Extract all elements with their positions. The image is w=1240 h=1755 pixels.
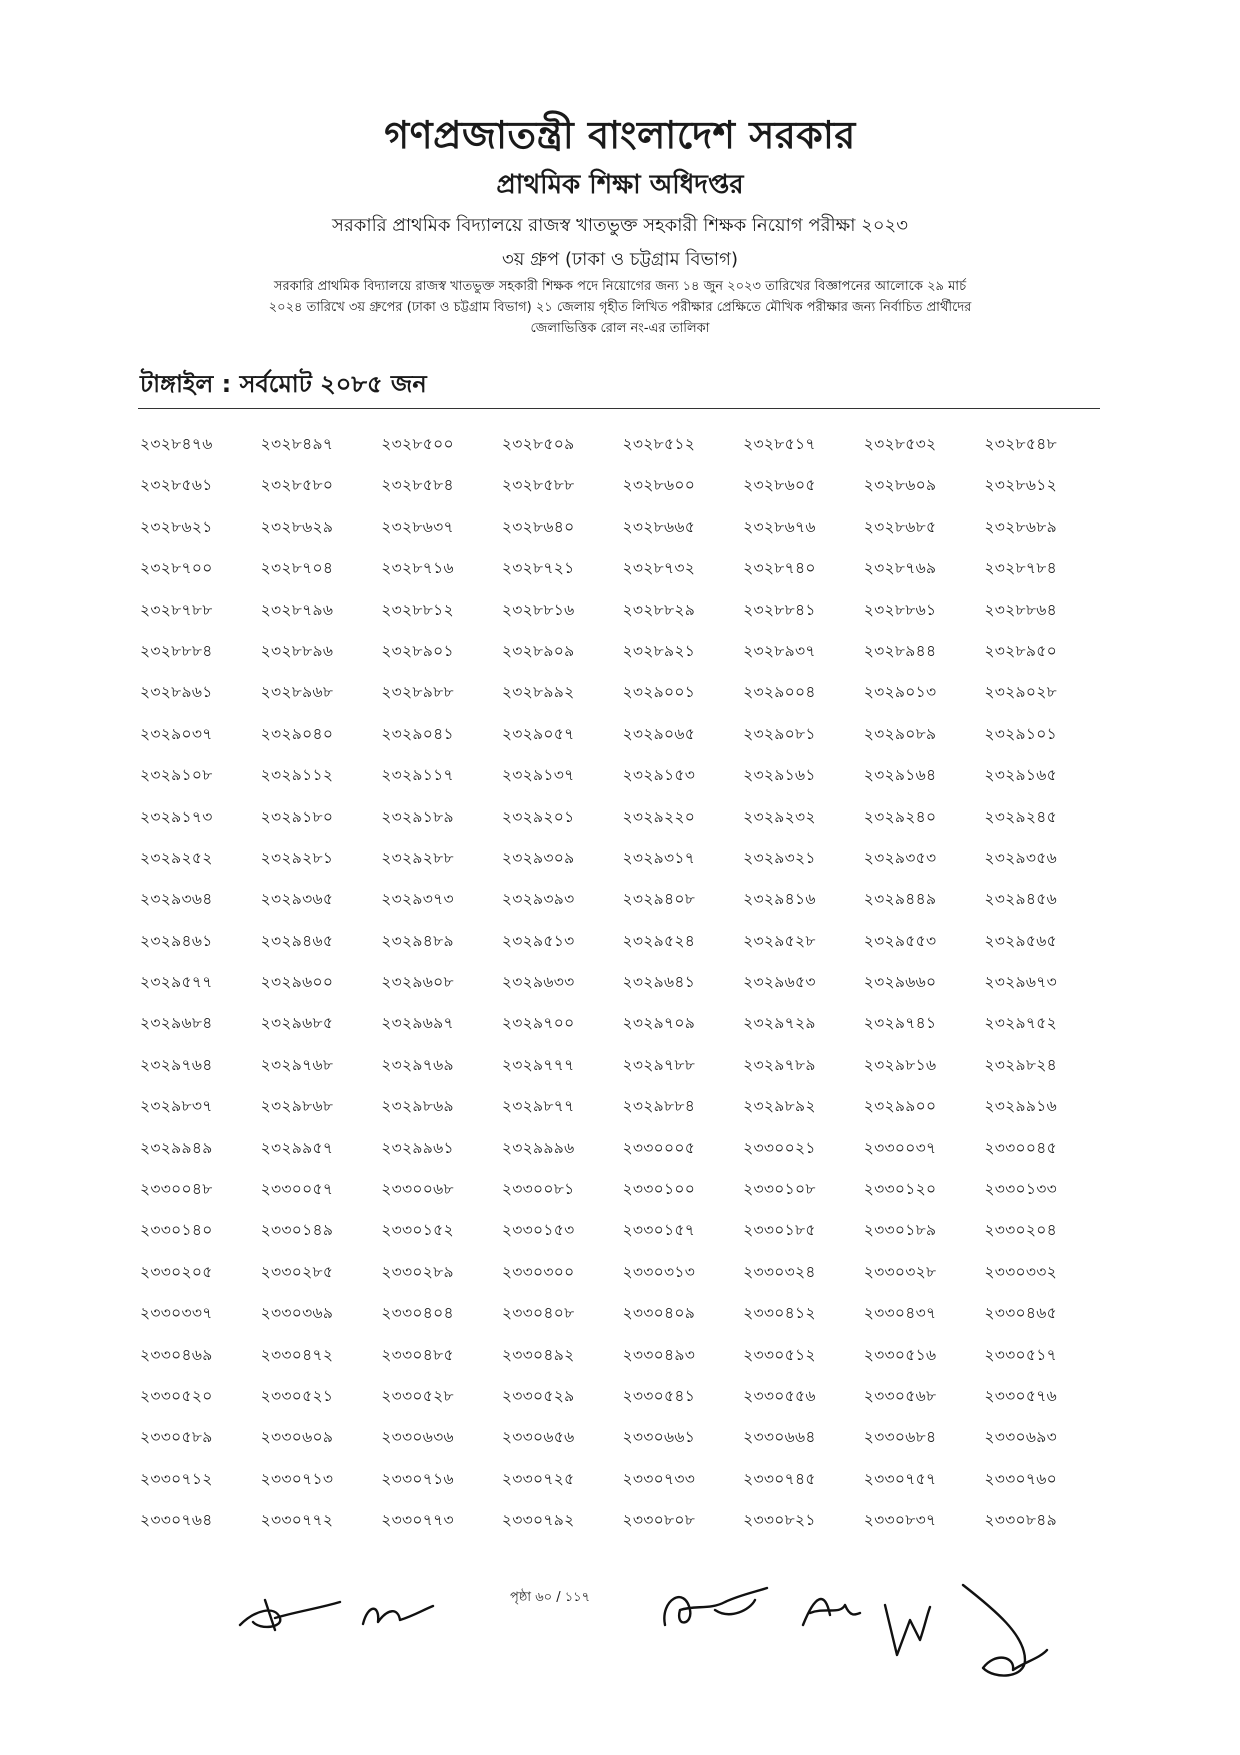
roll-number: ২৩২৯৬৮৫ <box>260 1014 334 1033</box>
divider <box>138 408 1100 409</box>
roll-number: ২৩২৯৬৫৩ <box>743 973 816 992</box>
roll-number: ২৩৩০০৫৭ <box>260 1180 334 1199</box>
roll-number: ২৩৩০০৪৮ <box>140 1180 213 1199</box>
roll-number: ২৩৩০০৬৮ <box>381 1180 454 1199</box>
roll-number: ২৩২৯৯৬১ <box>381 1138 454 1157</box>
roll-number: ২৩২৯৪৫৬ <box>984 890 1057 909</box>
roll-number: ২৩২৯৬৯৭ <box>381 1014 454 1033</box>
roll-number: ২৩২৮৭৮৮ <box>140 600 213 619</box>
roll-number: ২৩২৯৫২৮ <box>743 931 816 950</box>
roll-number: ২৩৩০১৫২ <box>381 1221 454 1240</box>
roll-number: ২৩২৯২৩২ <box>743 807 816 826</box>
roll-number: ২৩৩০১২০ <box>863 1180 937 1199</box>
roll-number: ২৩২৯১১৭ <box>381 766 454 785</box>
roll-number: ২৩২৮৬০৫ <box>743 476 816 495</box>
roll-number: ২৩২৮৬৭৬ <box>743 517 816 536</box>
roll-number: ২৩৩০১০০ <box>622 1180 696 1199</box>
roll-number: ২৩৩০৮০৮ <box>622 1511 696 1530</box>
roll-number: ২৩২৯৪০৮ <box>622 890 696 909</box>
roll-number: ২৩২৯৪৮৯ <box>381 931 454 950</box>
roll-number: ২৩২৯৪১৬ <box>743 890 816 909</box>
roll-number: ২৩২৯২৫২ <box>140 848 213 867</box>
roll-number: ২৩২৯৫২৪ <box>622 931 696 950</box>
roll-number: ২৩৩০৬০৯ <box>260 1428 334 1447</box>
roll-number: ২৩৩০৭৭২ <box>260 1511 334 1530</box>
roll-number: ২৩২৮৫০৯ <box>501 435 575 453</box>
roll-number: ২৩২৮৯৬৮ <box>260 683 334 702</box>
roll-number: ২৩৩০৬৬৪ <box>743 1428 816 1447</box>
roll-number: ২৩৩০৮৩৭ <box>863 1511 937 1530</box>
roll-number: ২৩৩০৩০০ <box>501 1262 575 1281</box>
roll-number: ২৩২৮৫৮০ <box>260 476 334 495</box>
roll-number: ২৩২৯০৪০ <box>260 724 334 743</box>
roll-number: ২৩৩০৪৯২ <box>501 1345 575 1364</box>
roll-number: ২৩২৮৫১২ <box>622 435 696 453</box>
roll-number: ২৩৩০১৫৭ <box>622 1221 696 1240</box>
roll-number: ২৩৩০৭৭৩ <box>381 1511 454 1530</box>
roll-number: ২৩৩০০৪৫ <box>984 1138 1057 1157</box>
roll-number: ২৩৩০১৫৩ <box>501 1221 575 1240</box>
roll-number: ২৩৩০৪৮৫ <box>381 1345 454 1364</box>
roll-number: ২৩৩০৪৭২ <box>260 1345 334 1364</box>
roll-number: ২৩২৯৭৫২ <box>984 1014 1057 1033</box>
roll-number: ২৩৩০৫২০ <box>140 1386 213 1405</box>
roll-number: ২৩২৯০৬৫ <box>622 724 696 743</box>
roll-number: ২৩২৮৭০৪ <box>260 559 334 578</box>
roll-number: ২৩২৯৭০৯ <box>622 1014 696 1033</box>
roll-number: ২৩২৯৩২১ <box>743 848 816 867</box>
description <box>120 276 1120 339</box>
roll-number: ২৩৩০৫৫৬ <box>743 1386 816 1405</box>
signature-1 <box>235 1590 345 1640</box>
roll-number: ২৩২৮৫৮৮ <box>501 476 575 495</box>
roll-number: ২৩২৯০৮৯ <box>863 724 937 743</box>
roll-number: ২৩২৮৬৩৭ <box>381 517 454 536</box>
roll-number: ২৩২৯৩৬৫ <box>260 890 334 909</box>
roll-number: ২৩২৯৮৭৭ <box>501 1097 575 1116</box>
roll-number: ২৩২৮৭৩২ <box>622 559 696 578</box>
roll-number: ২৩৩০৭৫৭ <box>863 1469 937 1488</box>
description-line-3: জেলাভিত্তিক রোল নং-এর তালিকা <box>530 321 710 336</box>
roll-number: ২৩৩০৪০৮ <box>501 1304 575 1323</box>
roll-number: ২৩৩০৩৩২ <box>984 1262 1058 1281</box>
roll-number: ২৩৩০৫৮৯ <box>140 1428 213 1447</box>
roll-number: ২৩৩০৪০৯ <box>622 1304 696 1323</box>
roll-number: ২৩২৯২২০ <box>622 807 696 826</box>
roll-number: ২৩২৯৭০০ <box>501 1014 575 1033</box>
roll-number: ২৩২৯৮৩৭ <box>140 1097 213 1116</box>
roll-number: ২৩৩০৭৪৫ <box>743 1469 816 1488</box>
roll-number: ২৩২৯১৮০ <box>260 807 334 826</box>
roll-number: ২৩২৯১৬৪ <box>863 766 937 785</box>
roll-number: ২৩২৯৮১৬ <box>863 1055 937 1074</box>
signature-4 <box>795 1585 865 1635</box>
roll-number: ২৩৩০০২১ <box>743 1138 816 1157</box>
roll-number-table <box>140 432 1105 1550</box>
roll-number: ২৩২৮৯০১ <box>381 641 454 660</box>
roll-number: ২৩৩০৭১৬ <box>381 1469 454 1488</box>
roll-number: ২৩৩০২৮৫ <box>260 1262 334 1281</box>
roll-number: ২৩২৯৪৬৫ <box>260 931 334 950</box>
roll-number: ২৩৩০৪০৪ <box>381 1304 454 1323</box>
roll-number: ২৩২৯৬৮৪ <box>140 1014 213 1033</box>
roll-number: ২৩২৯১০৮ <box>140 766 213 785</box>
roll-number: ২৩২৮৯২১ <box>622 641 696 660</box>
roll-number: ২৩২৮৮৬৪ <box>984 600 1057 619</box>
roll-number: ২৩২৯১০১ <box>984 724 1057 743</box>
roll-number: ২৩৩০২০৫ <box>140 1262 213 1281</box>
roll-number: ২৩২৮৭৬৯ <box>863 559 937 578</box>
roll-number: ২৩৩০৪১২ <box>743 1304 816 1323</box>
roll-number: ২৩৩০৬৫৬ <box>501 1428 575 1447</box>
roll-number: ২৩২৮৮৬১ <box>863 600 937 619</box>
roll-number: ২৩৩০৭৯২ <box>501 1511 575 1530</box>
roll-number: ২৩৩০৩২৪ <box>743 1262 816 1281</box>
roll-number: ২৩২৯১৬১ <box>743 766 816 785</box>
roll-number: ২৩৩০৭১২ <box>140 1469 213 1488</box>
roll-number: ২৩২৯৩৭৩ <box>381 890 454 909</box>
roll-number: ২৩২৯১৭৩ <box>140 807 213 826</box>
roll-number: ২৩২৯৯৪৯ <box>140 1138 213 1157</box>
roll-number: ২৩২৯০০১ <box>622 683 696 702</box>
roll-number: ২৩২৯৮৬৮ <box>260 1097 334 1116</box>
roll-number: ২৩৩০৭২৫ <box>501 1469 575 1488</box>
roll-number: ২৩২৯৫৫৩ <box>863 931 937 950</box>
roll-number: ২৩৩০৩১৩ <box>622 1262 696 1281</box>
roll-number: ২৩২৯৭৮৮ <box>622 1055 696 1074</box>
department-heading: প্রাথমিক শিক্ষা অধিদপ্তর <box>496 170 744 200</box>
roll-number: ২৩২৯১৬৫ <box>984 766 1057 785</box>
roll-number: ২৩২৮৯৫০ <box>984 641 1057 660</box>
signature-6 <box>955 1580 1065 1690</box>
roll-number: ২৩৩০৫১৭ <box>984 1345 1057 1364</box>
roll-number: ২৩২৮৯৪৪ <box>863 641 937 660</box>
roll-number: ২৩২৯৬৩৩ <box>501 973 575 992</box>
roll-number: ২৩২৯০৮১ <box>743 724 816 743</box>
roll-number: ২৩২৯৭২৯ <box>743 1014 816 1033</box>
roll-number: ২৩২৮৭১৬ <box>381 559 454 578</box>
roll-number: ২৩২৯৬৭৩ <box>984 973 1058 992</box>
description-line-2: ২০২৪ তারিখে ৩য় গ্রুপের (ঢাকা ও চট্টগ্রাম বিভাগ) ২১ জেলায় গৃহীত লিখিত পরীক্ষার প্রেক্ষিতে মৌখিক পরীক্ষার জন্য নির্বাচিত প্রার্থীদের <box>268 300 972 315</box>
roll-number: ২৩২৮৬৮৯ <box>984 517 1057 536</box>
roll-number: ২৩২৯৩৫৩ <box>863 848 937 867</box>
roll-number: ২৩২৮৮২৯ <box>622 600 696 619</box>
roll-number: ২৩২৮৮৯৬ <box>260 641 334 660</box>
roll-number: ২৩৩০৫২৮ <box>381 1386 454 1405</box>
roll-number: ২৩২৮৫৩২ <box>863 435 937 453</box>
roll-number: ২৩২৯৩৫৬ <box>984 848 1057 867</box>
roll-number: ২৩২৯৩১৭ <box>622 848 696 867</box>
roll-number: ২৩৩০৬৯৩ <box>984 1428 1058 1447</box>
roll-number: ২৩২৯৭৬৯ <box>381 1055 454 1074</box>
roll-number: ২৩৩০১৮৫ <box>743 1221 816 1240</box>
roll-number: ২৩২৮৯৮৮ <box>381 683 454 702</box>
roll-number: ২৩৩০৮২১ <box>743 1511 816 1530</box>
roll-number: ২৩৩০৭১৩ <box>260 1469 334 1488</box>
page-number: পৃষ্ঠা ৬০ / ১১৭ <box>510 1590 591 1605</box>
roll-number: ২৩২৮৮১২ <box>381 600 454 619</box>
roll-number: ২৩২৯২৪০ <box>863 807 937 826</box>
roll-number: ২৩৩০১৪৯ <box>260 1221 334 1240</box>
roll-number: ২৩২৯৭৪১ <box>863 1014 937 1033</box>
government-heading: গণপ্রজাতন্ত্রী বাংলাদেশ সরকার <box>384 112 856 157</box>
roll-number: ২৩৩০১৩৩ <box>984 1180 1058 1199</box>
roll-number: ২৩৩০৭৩৩ <box>622 1469 696 1488</box>
roll-number: ২৩২৯৬০০ <box>260 973 334 992</box>
roll-number: ২৩৩০৩৩৭ <box>140 1304 213 1323</box>
roll-number: ২৩২৮৬১২ <box>984 476 1057 495</box>
roll-number: ২৩৩০৫৪১ <box>622 1386 696 1405</box>
roll-number: ২৩২৯৭৮৯ <box>743 1055 816 1074</box>
roll-number: ২৩২৯৬০৮ <box>381 973 454 992</box>
roll-number: ২৩২৯৬৪১ <box>622 973 696 992</box>
exam-title: সরকারি প্রাথমিক বিদ্যালয়ে রাজস্ব খাতভুক্ত সহকারী শিক্ষক নিয়োগ পরীক্ষা ২০২৩ <box>332 215 908 236</box>
roll-number: ২৩২৯৮৬৯ <box>381 1097 454 1116</box>
roll-number: ২৩২৯৮৯২ <box>743 1097 816 1116</box>
roll-number: ২৩২৯০০৪ <box>743 683 816 702</box>
roll-number: ২৩২৯০১৩ <box>863 683 937 702</box>
roll-number: ২৩৩০৫২৯ <box>501 1386 575 1405</box>
signature-5 <box>875 1595 935 1665</box>
district-title: টাঙ্গাইল : সর্বমোট ২০৮৫ জন <box>140 370 427 398</box>
description-line-1: সরকারি প্রাথমিক বিদ্যালয়ে রাজস্ব খাতভুক্ত সহকারী শিক্ষক পদে নিয়োগের জন্য ১৪ জুন ২০২৩ তারিখের বিজ্ঞাপনের আলোকে ২৯ মার্চ <box>273 279 967 294</box>
roll-number: ২৩২৯৬৬০ <box>863 973 937 992</box>
roll-number: ২৩৩০৩৬৯ <box>260 1304 334 1323</box>
signature-3 <box>655 1580 775 1640</box>
roll-number: ২৩২৯৭৬৪ <box>140 1055 213 1074</box>
roll-number: ২৩২৯২৮৮ <box>381 848 454 867</box>
roll-number: ২৩২৮৯০৯ <box>501 641 575 660</box>
roll-number: ২৩২৮৭৮৪ <box>984 559 1057 578</box>
roll-number: ২৩২৮৬৮৫ <box>863 517 937 536</box>
roll-number: ২৩২৯৩৯৩ <box>501 890 575 909</box>
footer <box>140 1580 1100 1690</box>
roll-number: ২৩৩০৬৮৪ <box>863 1428 937 1447</box>
roll-number: ২৩২৮৭৯৬ <box>260 600 334 619</box>
roll-number: ২৩২৮৫০০ <box>381 435 454 453</box>
roll-number: ২৩৩০৪৩৭ <box>863 1304 937 1323</box>
roll-number: ২৩২৯০৩৭ <box>140 724 213 743</box>
roll-number: ২৩২৮৮১৬ <box>501 600 575 619</box>
roll-number: ২৩২৯৩০৯ <box>501 848 575 867</box>
group-subtitle: ৩য় গ্রুপ (ঢাকা ও চট্টগ্রাম বিভাগ) <box>502 249 738 270</box>
roll-number: ২৩২৯২০১ <box>501 807 575 826</box>
roll-number: ২৩২৯০২৮ <box>984 683 1057 702</box>
roll-number: ২৩২৯৫৭৭ <box>140 973 213 992</box>
roll-number: ২৩২৯১৩৭ <box>501 766 575 785</box>
roll-number: ২৩৩০৩২৮ <box>863 1262 937 1281</box>
roll-number: ২৩৩০৪৯৩ <box>622 1345 696 1364</box>
roll-number: ২৩২৯৩৬৪ <box>140 890 213 909</box>
roll-number: ২৩৩০৬৬১ <box>622 1428 696 1447</box>
roll-number: ২৩২৯১১২ <box>260 766 334 785</box>
roll-number: ২৩২৮৬২১ <box>140 517 213 536</box>
roll-number: ২৩২৮৫৮৪ <box>381 476 454 495</box>
roll-number: ২৩২৯৯৯৬ <box>501 1138 575 1157</box>
roll-number: ২৩২৯৭৬৮ <box>260 1055 334 1074</box>
roll-number: ২৩২৮৬৪০ <box>501 517 575 536</box>
roll-number: ২৩২৮৬০০ <box>622 476 696 495</box>
roll-number: ২৩৩০২০৪ <box>984 1221 1058 1240</box>
roll-number: ২৩৩০৭৬০ <box>984 1469 1058 1488</box>
roll-number: ২৩৩০৫৬৮ <box>863 1386 937 1405</box>
roll-number: ২৩২৯৭৭৭ <box>501 1055 575 1074</box>
roll-number: ২৩২৮৭০০ <box>140 559 213 578</box>
roll-number: ২৩২৮৬০৯ <box>863 476 937 495</box>
roll-number: ২৩২৮৫৬১ <box>140 476 213 495</box>
roll-number: ২৩২৮৯৬১ <box>140 683 213 702</box>
roll-number: ২৩৩০৮৪৯ <box>984 1511 1057 1530</box>
roll-number: ২৩২৯২৮১ <box>260 848 334 867</box>
roll-number: ২৩৩০০৩৭ <box>863 1138 937 1157</box>
roll-number: ২৩২৮৫১৭ <box>743 435 816 453</box>
roll-number: ২৩২৮৭২১ <box>501 559 575 578</box>
roll-number: ২৩৩০০০৫ <box>622 1138 696 1157</box>
roll-number: ২৩২৮৯৯২ <box>501 683 575 702</box>
roll-number: ২৩২৮৪৯৭ <box>260 435 334 453</box>
roll-number: ২৩২৯৫১৩ <box>501 931 575 950</box>
roll-number: ২৩২৯৯৫৭ <box>260 1138 334 1157</box>
roll-number: ২৩৩০৬৩৬ <box>381 1428 454 1447</box>
roll-number: ২৩৩০৫১৬ <box>863 1345 937 1364</box>
roll-number: ২৩৩০১০৮ <box>743 1180 816 1199</box>
roll-number: ২৩২৮৮৮৪ <box>140 641 213 660</box>
roll-number: ২৩৩০৪৬৯ <box>140 1345 213 1364</box>
roll-number: ২৩২৮৮৪১ <box>743 600 816 619</box>
roll-number: ২৩২৯৯১৬ <box>984 1097 1057 1116</box>
roll-number: ২৩২৯৯০০ <box>863 1097 937 1116</box>
roll-number: ২৩৩০২৮৯ <box>381 1262 454 1281</box>
roll-number: ২৩২৮৬৬৫ <box>622 517 696 536</box>
signature-2 <box>358 1594 438 1634</box>
roll-number: ২৩৩০৫২১ <box>260 1386 334 1405</box>
roll-number: ২৩২৯৪৪৯ <box>863 890 937 909</box>
roll-number: ২৩২৮৬২৯ <box>260 517 334 536</box>
roll-number: ২৩৩০৭৬৪ <box>140 1511 213 1530</box>
roll-number: ২৩২৯৮২৪ <box>984 1055 1057 1074</box>
roll-number: ২৩২৯১৮৯ <box>381 807 454 826</box>
roll-number: ২৩৩০১৪০ <box>140 1221 213 1240</box>
roll-number: ২৩৩০৫৭৬ <box>984 1386 1058 1405</box>
roll-number: ২৩২৯৮৮৪ <box>622 1097 696 1116</box>
roll-number: ২৩২৯০৫৭ <box>501 724 575 743</box>
roll-number: ২৩২৮৭৪০ <box>743 559 816 578</box>
roll-number: ২৩২৯০৪১ <box>381 724 454 743</box>
roll-number: ২৩৩০০৮১ <box>501 1180 575 1199</box>
roll-number: ২৩২৮৪৭৬ <box>140 435 213 453</box>
roll-number: ২৩২৮৯৩৭ <box>743 641 816 660</box>
roll-number: ২৩২৯৪৬১ <box>140 931 213 950</box>
roll-number: ২৩৩০৫১২ <box>743 1345 816 1364</box>
roll-number: ২৩৩০৪৬৫ <box>984 1304 1057 1323</box>
roll-number: ২৩৩০১৮৯ <box>863 1221 937 1240</box>
roll-number: ২৩২৯১৫৩ <box>622 766 696 785</box>
roll-number: ২৩২৯২৪৫ <box>984 807 1057 826</box>
roll-number: ২৩২৯৫৬৫ <box>984 931 1057 950</box>
roll-number: ২৩২৮৫৪৮ <box>984 435 1057 453</box>
